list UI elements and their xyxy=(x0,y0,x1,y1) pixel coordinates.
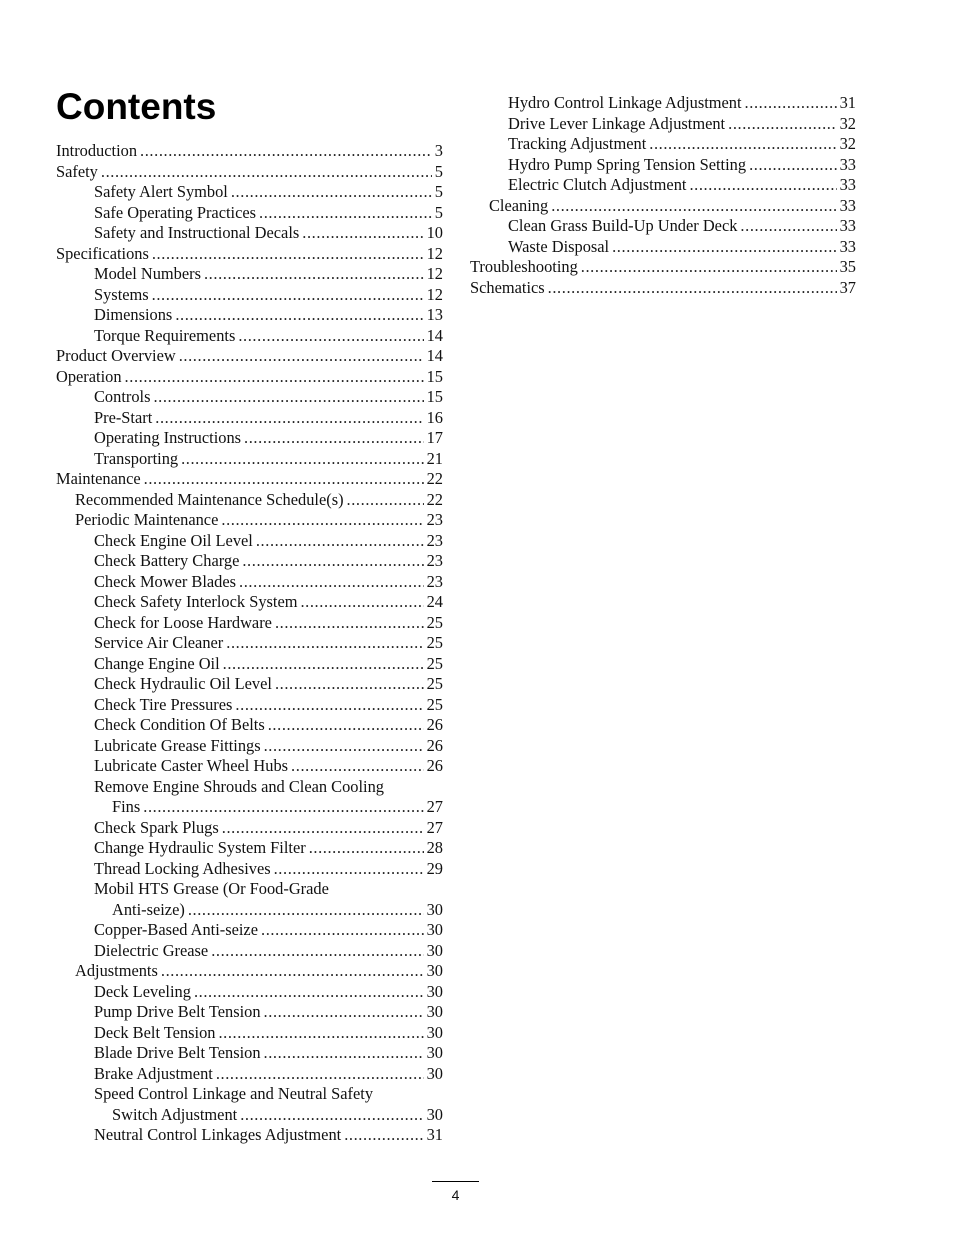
toc-entry-label: Service Air Cleaner xyxy=(94,633,224,652)
toc-entry[interactable] xyxy=(56,469,443,490)
toc-entry-label: Clean Grass Build-Up Under Deck xyxy=(508,216,738,235)
toc-dot-leader xyxy=(649,134,836,155)
toc-entry-label: Waste Disposal xyxy=(508,236,610,256)
toc-entry-page-number: 26 xyxy=(426,715,443,734)
toc-entry[interactable] xyxy=(470,134,856,155)
toc-dot-leader xyxy=(344,1125,423,1146)
toc-dot-leader xyxy=(222,818,424,839)
toc-entry-page-number: 30 xyxy=(426,1002,443,1021)
toc-entry-label: Check Battery Charge xyxy=(94,551,240,570)
toc-entry-label: Transporting xyxy=(94,448,179,468)
toc-entry[interactable] xyxy=(56,1002,443,1023)
toc-entry-label: Neutral Control Linkages Adjustment xyxy=(94,1125,342,1144)
toc-entry-label: Electric Clutch Adjustment xyxy=(508,175,687,194)
toc-entry[interactable] xyxy=(56,674,443,695)
toc-entry-page-number: 17 xyxy=(426,428,443,447)
toc-entry[interactable] xyxy=(56,264,443,285)
toc-entry[interactable] xyxy=(56,449,443,470)
toc-dot-leader xyxy=(689,175,836,196)
toc-entry-page-number: 13 xyxy=(426,305,443,324)
toc-entry[interactable] xyxy=(56,326,443,347)
toc-dot-leader xyxy=(347,490,424,511)
toc-dot-leader xyxy=(204,264,424,285)
toc-entry[interactable] xyxy=(56,777,443,798)
toc-dot-leader xyxy=(153,387,423,408)
toc-entry-page-number: 33 xyxy=(839,175,856,194)
toc-entry[interactable] xyxy=(56,551,443,572)
toc-entry-page-number: 27 xyxy=(426,817,443,837)
toc-entry-page-number: 28 xyxy=(426,838,443,857)
toc-entry[interactable] xyxy=(56,695,443,716)
toc-entry-label: Operation xyxy=(56,366,122,386)
toc-entry-page-number: 31 xyxy=(839,93,856,112)
toc-dot-leader xyxy=(551,196,836,217)
toc-entry[interactable] xyxy=(56,818,443,839)
toc-entry[interactable] xyxy=(470,175,856,196)
toc-entry-label: Hydro Pump Spring Tension Setting xyxy=(508,154,747,174)
toc-entry-page-number: 24 xyxy=(426,592,443,611)
toc-dot-leader xyxy=(745,93,837,114)
toc-entry-page-number: 25 xyxy=(426,674,443,693)
toc-dot-leader xyxy=(302,223,423,244)
toc-entry[interactable] xyxy=(56,1043,443,1064)
toc-entry-page-number: 30 xyxy=(426,961,443,980)
toc-entry-page-number: 25 xyxy=(426,653,443,673)
toc-entry[interactable] xyxy=(56,141,443,162)
toc-dot-leader xyxy=(144,469,424,490)
toc-entry[interactable] xyxy=(56,305,443,326)
toc-entry[interactable] xyxy=(56,490,443,511)
toc-entry-page-number: 25 xyxy=(426,633,443,652)
toc-entry-label: Periodic Maintenance xyxy=(75,510,219,529)
toc-entry-label: Introduction xyxy=(56,141,138,160)
toc-entry-label: Drive Lever Linkage Adjustment xyxy=(508,113,726,133)
toc-entry[interactable] xyxy=(56,408,443,429)
toc-entry-label: Check Engine Oil Level xyxy=(94,530,253,550)
toc-entry-page-number: 14 xyxy=(426,325,443,345)
toc-dot-leader xyxy=(235,695,423,716)
toc-entry[interactable] xyxy=(56,1023,443,1044)
toc-entry-label: Dielectric Grease xyxy=(94,940,209,960)
toc-entry-label: Cleaning xyxy=(489,195,549,215)
toc-entry[interactable] xyxy=(56,367,443,388)
toc-entry-page-number: 12 xyxy=(426,264,443,283)
toc-entry[interactable] xyxy=(56,510,443,531)
toc-entry-label: Check Safety Interlock System xyxy=(94,592,298,611)
toc-entry-label: Product Overview xyxy=(56,346,176,365)
toc-dot-leader xyxy=(216,1064,424,1085)
toc-entry-page-number: 15 xyxy=(426,387,443,406)
toc-dot-leader xyxy=(125,367,424,388)
toc-entry-label: Blade Drive Belt Tension xyxy=(94,1043,261,1062)
toc-dot-leader xyxy=(300,592,423,613)
toc-entry-page-number: 30 xyxy=(426,1104,443,1124)
toc-entry-page-number: 21 xyxy=(426,448,443,468)
toc-entry-label: Safety and Instructional Decals xyxy=(94,223,300,242)
toc-entry-page-number: 25 xyxy=(426,612,443,632)
toc-dot-leader xyxy=(548,278,837,299)
toc-entry[interactable] xyxy=(56,961,443,982)
toc-dot-leader xyxy=(581,257,837,278)
toc-entry-page-number: 33 xyxy=(839,236,856,256)
toc-dot-leader xyxy=(143,797,423,818)
toc-entry-page-number: 27 xyxy=(426,797,443,816)
toc-entry-label: Safe Operating Practices xyxy=(94,202,257,222)
toc-entry-page-number: 35 xyxy=(839,257,856,276)
toc-entry-page-number: 32 xyxy=(839,113,856,133)
toc-entry-page-number: 23 xyxy=(426,510,443,529)
toc-entry-page-number: 33 xyxy=(839,216,856,235)
toc-entry[interactable] xyxy=(56,1105,443,1126)
toc-dot-leader xyxy=(179,346,424,367)
toc-entry-label: Deck Belt Tension xyxy=(94,1022,216,1042)
toc-entry[interactable] xyxy=(56,1064,443,1085)
toc-entry-label: Pre-Start xyxy=(94,407,153,427)
toc-entry-page-number: 33 xyxy=(839,154,856,174)
toc-dot-leader xyxy=(749,155,837,176)
toc-entry[interactable] xyxy=(56,162,443,183)
toc-entry-page-number: 30 xyxy=(426,1063,443,1083)
toc-entry[interactable] xyxy=(470,237,856,258)
toc-entry[interactable] xyxy=(56,387,443,408)
toc-entry[interactable] xyxy=(56,1125,443,1146)
toc-entry-page-number: 5 xyxy=(434,161,443,181)
toc-entry-page-number: 16 xyxy=(426,407,443,427)
toc-entry-label: Troubleshooting xyxy=(470,257,578,276)
toc-dot-leader xyxy=(238,326,423,347)
toc-entry[interactable] xyxy=(56,592,443,613)
page-title: Contents xyxy=(56,86,217,127)
toc-entry-page-number: 12 xyxy=(426,284,443,304)
toc-entry-page-number: 33 xyxy=(839,195,856,215)
toc-entry[interactable] xyxy=(56,797,443,818)
toc-entry[interactable] xyxy=(470,114,856,135)
toc-entry[interactable] xyxy=(470,93,856,114)
toc-dot-leader xyxy=(256,531,424,552)
toc-entry-page-number: 23 xyxy=(426,530,443,550)
toc-entry-page-number: 5 xyxy=(434,182,443,201)
toc-dot-leader xyxy=(239,572,424,593)
toc-entry-page-number: 37 xyxy=(839,277,856,297)
toc-entry[interactable] xyxy=(56,879,443,900)
toc-entry-label: Remove Engine Shrouds and Clean Cooling xyxy=(94,776,384,796)
toc-entry-page-number: 30 xyxy=(426,981,443,1001)
toc-dot-leader xyxy=(259,203,432,224)
toc-entry-label: Tracking Adjustment xyxy=(508,134,647,153)
toc-entry-page-number: 26 xyxy=(426,756,443,775)
toc-entry[interactable] xyxy=(56,572,443,593)
toc-entry-page-number: 30 xyxy=(426,1043,443,1062)
toc-entry[interactable] xyxy=(56,244,443,265)
toc-entry[interactable] xyxy=(56,428,443,449)
toc-entry-label: Fins xyxy=(112,797,141,816)
toc-dot-leader xyxy=(740,216,836,237)
toc-dot-leader xyxy=(264,736,424,757)
toc-entry-page-number: 32 xyxy=(839,134,856,153)
toc-entry-label: Check Condition Of Belts xyxy=(94,715,265,734)
toc-dot-leader xyxy=(264,1043,424,1064)
toc-dot-leader xyxy=(275,674,424,695)
toc-entry[interactable] xyxy=(56,203,443,224)
toc-entry-label: Adjustments xyxy=(75,961,158,980)
toc-entry-label: Lubricate Grease Fittings xyxy=(94,735,261,755)
toc-entry-label: Maintenance xyxy=(56,469,141,488)
toc-entry-label: Copper-Based Anti-seize xyxy=(94,920,258,939)
toc-dot-leader xyxy=(291,756,424,777)
toc-entry-label: Check Tire Pressures xyxy=(94,694,233,714)
toc-entry-page-number: 14 xyxy=(426,346,443,365)
toc-entry-page-number: 23 xyxy=(426,571,443,591)
toc-entry-page-number: 26 xyxy=(426,735,443,755)
toc-entry-page-number: 30 xyxy=(426,899,443,919)
toc-entry-label: Controls xyxy=(94,387,151,406)
toc-entry-page-number: 22 xyxy=(426,489,443,509)
toc-entry[interactable] xyxy=(470,196,856,217)
toc-entry[interactable] xyxy=(470,278,856,299)
toc-entry-page-number: 23 xyxy=(426,551,443,570)
toc-dot-leader xyxy=(211,941,423,962)
toc-dot-leader xyxy=(612,237,837,258)
toc-entry-label: Lubricate Caster Wheel Hubs xyxy=(94,756,289,775)
toc-entry-label: Specifications xyxy=(56,243,149,263)
toc-entry-label: Safety Alert Symbol xyxy=(94,182,228,201)
toc-entry[interactable] xyxy=(56,756,443,777)
toc-dot-leader xyxy=(268,715,424,736)
toc-entry-page-number: 30 xyxy=(426,940,443,960)
toc-entry-page-number: 5 xyxy=(434,202,443,222)
page-number: 4 xyxy=(451,1187,460,1203)
toc-dot-leader xyxy=(155,408,423,429)
toc-dot-leader xyxy=(261,920,424,941)
toc-entry-label: Torque Requirements xyxy=(94,325,236,345)
toc-dot-leader xyxy=(188,900,424,921)
toc-entry-page-number: 31 xyxy=(426,1125,443,1144)
toc-entry[interactable] xyxy=(56,941,443,962)
toc-dot-leader xyxy=(194,982,424,1003)
toc-entry-label: Hydro Control Linkage Adjustment xyxy=(508,93,742,112)
toc-entry-page-number: 10 xyxy=(426,223,443,242)
toc-entry-label: Schematics xyxy=(470,277,545,297)
toc-dot-leader xyxy=(231,182,432,203)
toc-entry-label: Check for Loose Hardware xyxy=(94,612,272,632)
toc-entry-label: Safety xyxy=(56,161,98,181)
toc-entry[interactable] xyxy=(470,216,856,237)
toc-dot-leader xyxy=(240,1105,423,1126)
toc-dot-leader xyxy=(221,510,423,531)
toc-entry-label: Operating Instructions xyxy=(94,428,242,447)
toc-entry[interactable] xyxy=(56,285,443,306)
toc-dot-leader xyxy=(275,613,424,634)
toc-entry-label: Thread Locking Adhesives xyxy=(94,858,271,878)
toc-entry-label: Check Mower Blades xyxy=(94,571,237,591)
toc-dot-leader xyxy=(161,961,424,982)
toc-entry-label: Deck Leveling xyxy=(94,981,191,1001)
toc-entry-label: Change Hydraulic System Filter xyxy=(94,838,306,857)
toc-entry[interactable] xyxy=(470,257,856,278)
page-number-rule xyxy=(432,1181,479,1182)
toc-dot-leader xyxy=(274,859,424,880)
toc-entry[interactable] xyxy=(56,223,443,244)
toc-entry-label: Change Engine Oil xyxy=(94,653,220,673)
toc-entry-label: Check Spark Plugs xyxy=(94,817,219,837)
toc-entry[interactable] xyxy=(56,182,443,203)
toc-entry[interactable] xyxy=(56,982,443,1003)
toc-entry-label: Brake Adjustment xyxy=(94,1063,213,1083)
toc-dot-leader xyxy=(152,285,424,306)
toc-entry-page-number: 30 xyxy=(426,920,443,939)
toc-entry[interactable] xyxy=(56,531,443,552)
toc-entry[interactable] xyxy=(56,654,443,675)
toc-dot-leader xyxy=(101,162,432,183)
toc-entry-label: Recommended Maintenance Schedule(s) xyxy=(75,489,344,509)
toc-entry[interactable] xyxy=(470,155,856,176)
toc-dot-leader xyxy=(218,1023,423,1044)
toc-entry-label: Pump Drive Belt Tension xyxy=(94,1002,261,1021)
toc-entry-page-number: 15 xyxy=(426,366,443,386)
toc-entry[interactable] xyxy=(56,715,443,736)
toc-entry[interactable] xyxy=(56,613,443,634)
toc-dot-leader xyxy=(728,114,836,135)
toc-entry[interactable] xyxy=(56,859,443,880)
toc-dot-leader xyxy=(140,141,432,162)
toc-entry[interactable] xyxy=(56,1084,443,1105)
toc-dot-leader xyxy=(152,244,424,265)
toc-entry-page-number: 22 xyxy=(426,469,443,488)
toc-dot-leader xyxy=(175,305,423,326)
toc-dot-leader xyxy=(242,551,423,572)
toc-entry-label: Dimensions xyxy=(94,305,173,324)
toc-entry-page-number: 12 xyxy=(426,243,443,263)
toc-entry[interactable] xyxy=(56,736,443,757)
toc-dot-leader xyxy=(309,838,424,859)
toc-entry-label: Anti-seize) xyxy=(112,899,185,919)
toc-entry-label: Check Hydraulic Oil Level xyxy=(94,674,272,693)
toc-entry-label: Mobil HTS Grease (Or Food-Grade xyxy=(94,879,329,898)
toc-entry-page-number: 29 xyxy=(426,858,443,878)
toc-entry[interactable] xyxy=(56,920,443,941)
toc-entry-label: Systems xyxy=(94,284,149,304)
toc-dot-leader xyxy=(181,449,424,470)
toc-entry-page-number: 30 xyxy=(426,1022,443,1042)
toc-entry[interactable] xyxy=(56,346,443,367)
toc-dot-leader xyxy=(264,1002,424,1023)
toc-entry-label: Model Numbers xyxy=(94,264,201,283)
toc-dot-leader xyxy=(244,428,424,449)
toc-left-column xyxy=(56,141,443,1146)
toc-dot-leader xyxy=(223,654,424,675)
toc-entry[interactable] xyxy=(56,900,443,921)
toc-entry[interactable] xyxy=(56,838,443,859)
toc-entry-label: Switch Adjustment xyxy=(112,1104,238,1124)
toc-dot-leader xyxy=(226,633,423,654)
toc-entry-page-number: 25 xyxy=(426,694,443,714)
toc-entry-label: Speed Control Linkage and Neutral Safety xyxy=(94,1084,374,1103)
toc-entry-page-number: 3 xyxy=(434,141,443,160)
toc-right-column xyxy=(470,93,856,298)
toc-entry[interactable] xyxy=(56,633,443,654)
